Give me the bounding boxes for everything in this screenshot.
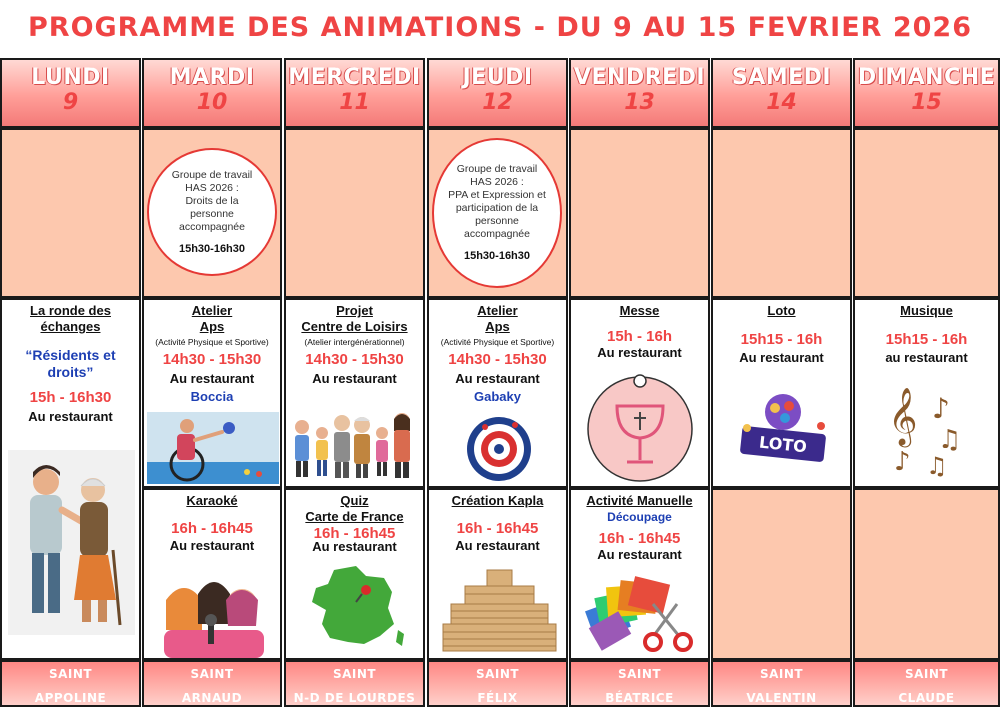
activity-title: Musique — [900, 303, 953, 318]
activity-title: Activité Manuelle — [586, 493, 693, 508]
activity-place: Au restaurant — [455, 538, 540, 553]
activity-place: Au restaurant — [169, 538, 255, 553]
activity-place: Au restaurant — [597, 547, 682, 562]
saint-tuesday — [142, 660, 282, 707]
activity-place: Au restaurant — [597, 345, 682, 360]
saint-name: ARNAUD — [181, 691, 243, 705]
saint-thursday — [427, 660, 568, 707]
header-wednesday — [284, 58, 425, 128]
activity-monday — [0, 298, 141, 660]
day-number: 11 — [339, 90, 370, 115]
activity-quote: droits” — [47, 364, 94, 380]
activity-place: Au restaurant — [312, 539, 397, 554]
day-number: 13 — [624, 90, 655, 115]
music-notes-icon — [880, 378, 975, 478]
activity-title: Karaoké — [186, 493, 238, 508]
activity-place: Au restaurant — [169, 371, 255, 386]
meeting-text: HAS 2026 : — [470, 176, 524, 188]
saint-monday — [0, 660, 141, 707]
activity-title: Aps — [485, 319, 510, 334]
saint-label: SAINT — [617, 667, 662, 681]
activity-place: au restaurant — [885, 350, 968, 365]
day-number: 10 — [196, 90, 228, 115]
meeting-text: PPA et Expression et — [448, 189, 546, 201]
day-name: MARDI — [169, 65, 255, 90]
loto-logo-text: LOTO — [758, 432, 808, 457]
loto-logo — [735, 390, 831, 470]
karaoke-singers-illustration — [156, 570, 271, 658]
day-name: SAMEDI — [731, 65, 832, 90]
activity-subtitle: (Activité Physique et Sportive) — [155, 337, 269, 347]
day-name: DIMANCHE — [857, 65, 996, 90]
header-tuesday — [142, 58, 282, 128]
curling-target-illustration — [465, 415, 533, 483]
activity-time: 16h - 16h45 — [171, 520, 253, 537]
scissors-paper-icon — [583, 574, 701, 656]
saint-name: N-D DE LOURDES — [293, 691, 416, 705]
activity-place: Au restaurant — [455, 371, 540, 386]
saint-label: SAINT — [332, 667, 377, 681]
saint-friday — [569, 660, 710, 707]
meeting-text: Droits de la — [185, 194, 239, 207]
svg-text:♪: ♪ — [932, 392, 950, 425]
slot-saturday-afternoon — [711, 488, 852, 660]
day-number: 12 — [482, 90, 513, 115]
header-saturday — [711, 58, 852, 128]
activity-subtitle: (Atelier intergénérationnel) — [304, 337, 405, 347]
slot-sunday-morning — [853, 128, 1000, 298]
intergenerational-family-illustration — [290, 405, 421, 480]
saint-name: BÉATRICE — [605, 691, 674, 705]
meeting-text: personne — [475, 215, 519, 227]
activity-friday-messe — [569, 298, 710, 488]
slot-wednesday-morning — [284, 128, 425, 298]
activity-wednesday-quiz — [284, 488, 425, 660]
activity-saturday-loto — [711, 298, 852, 488]
activity-title: échanges — [40, 319, 101, 334]
activity-time: 15h15 - 16h — [885, 331, 968, 348]
activity-title: Atelier — [477, 303, 518, 318]
slot-sunday-afternoon — [853, 488, 1000, 660]
activity-place: Au restaurant — [312, 371, 397, 386]
meeting-text: HAS 2026 : — [185, 181, 239, 194]
meeting-oval — [147, 148, 277, 276]
activity-time: 14h30 - 15h30 — [448, 351, 547, 368]
meeting-text: Groupe de travail — [171, 168, 253, 181]
meeting-text: participation de la — [455, 202, 539, 214]
activity-time: 14h30 - 15h30 — [162, 351, 262, 368]
activity-title: Centre de Loisirs — [301, 319, 408, 334]
activity-title: La ronde des — [30, 303, 111, 318]
activity-friday-manuelle — [569, 488, 710, 660]
activity-detail: Gabaky — [474, 389, 521, 404]
activity-thursday-aps — [427, 298, 568, 488]
activity-title: Projet — [336, 303, 373, 318]
activity-title: Aps — [199, 319, 225, 334]
saint-saturday — [711, 660, 852, 707]
activity-time: 15h15 - 16h — [740, 331, 823, 348]
slot-friday-morning — [569, 128, 710, 298]
activity-time: 15h - 16h — [606, 328, 673, 345]
saint-name: VALENTIN — [746, 691, 817, 705]
slot-saturday-morning — [711, 128, 852, 298]
svg-text:♫: ♫ — [926, 452, 948, 478]
activity-place: Au restaurant — [739, 350, 824, 365]
slot-monday-morning — [0, 128, 141, 298]
day-name: JEUDI — [462, 65, 533, 90]
activity-time: 16h - 16h45 — [313, 525, 396, 542]
caregiver-elderly-illustration — [8, 450, 135, 635]
activity-tuesday-karaoke — [142, 488, 282, 660]
header-sunday — [853, 58, 1000, 128]
meeting-text: accompagnée — [464, 228, 530, 240]
day-name: MERCREDI — [288, 65, 421, 90]
activity-wednesday-centre — [284, 298, 425, 488]
svg-text:𝄞: 𝄞 — [888, 387, 918, 445]
slot-tuesday-meeting — [142, 128, 282, 298]
svg-text:♪: ♪ — [894, 447, 911, 477]
activity-time: 16h - 16h45 — [456, 520, 539, 537]
activity-time: 16h - 16h45 — [598, 530, 681, 547]
saint-name: APPOLINE — [34, 691, 107, 705]
meeting-text: Groupe de travail — [456, 163, 538, 175]
activity-thursday-kapla — [427, 488, 568, 660]
saint-label: SAINT — [48, 667, 93, 681]
slot-thursday-meeting — [427, 128, 568, 298]
activity-quote: “Résidents et — [25, 347, 116, 363]
activity-title: Atelier — [191, 303, 233, 318]
page-title: PROGRAMME DES ANIMATIONS - DU 9 AU 15 FEVRIER 2026 — [27, 12, 973, 43]
activity-title: Messe — [619, 303, 660, 318]
saint-name: CLAUDE — [898, 691, 955, 705]
activity-detail: Découpage — [607, 510, 672, 524]
saint-label: SAINT — [759, 667, 804, 681]
activity-title: Carte de France — [305, 509, 404, 524]
saint-label: SAINT — [475, 667, 520, 681]
svg-text:♫: ♫ — [938, 425, 962, 455]
meeting-text: personne — [190, 207, 234, 220]
activity-title: Création Kapla — [451, 493, 544, 508]
activity-tuesday-aps — [142, 298, 282, 488]
activity-detail: Boccia — [190, 389, 234, 404]
header-monday — [0, 58, 141, 128]
activity-time: 15h - 16h30 — [29, 389, 112, 406]
meeting-oval — [432, 138, 562, 288]
meeting-time: 15h30-16h30 — [463, 250, 531, 262]
saint-wednesday — [284, 660, 425, 707]
header-thursday — [427, 58, 568, 128]
day-name: VENDREDI — [573, 65, 706, 90]
meeting-time: 15h30-16h30 — [178, 242, 246, 255]
activity-sunday-musique — [853, 298, 1000, 488]
boccia-wheelchair-illustration — [147, 412, 279, 484]
activity-title: Quiz — [340, 493, 369, 508]
kapla-castle-illustration — [437, 562, 562, 654]
meeting-text: accompagnée — [179, 220, 245, 233]
header-friday — [569, 58, 710, 128]
saint-label: SAINT — [904, 667, 949, 681]
day-number: 14 — [766, 90, 797, 115]
activity-title: Loto — [767, 303, 796, 318]
saint-name: FÉLIX — [477, 691, 518, 705]
activity-place: Au restaurant — [28, 409, 113, 424]
france-map-icon — [304, 562, 409, 652]
day-number: 9 — [62, 90, 79, 115]
chalice-icon — [583, 372, 698, 482]
day-name: LUNDI — [31, 65, 110, 90]
saint-label: SAINT — [190, 667, 234, 681]
day-number: 15 — [911, 90, 942, 115]
activity-subtitle: (Activité Physique et Sportive) — [440, 337, 555, 347]
saint-sunday — [853, 660, 1000, 707]
activity-time: 14h30 - 15h30 — [305, 351, 404, 368]
